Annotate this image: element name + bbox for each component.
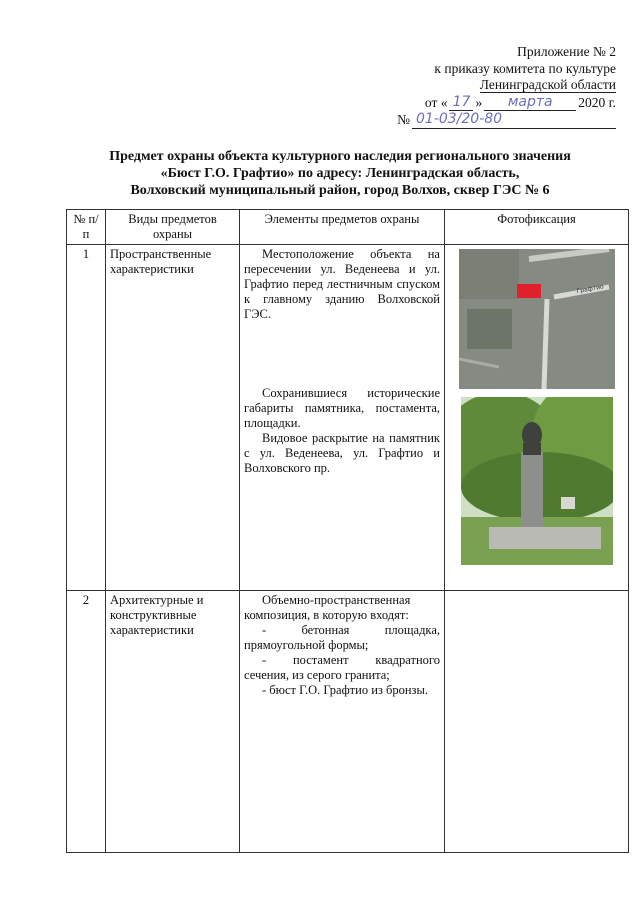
header-line-appendix: Приложение № 2 bbox=[517, 44, 616, 59]
number-prefix: № bbox=[397, 112, 410, 127]
row1-element-location: Местоположение объекта на пересечении ул. Веденеева и ул. Графтио перед лестничным спуском к главному зданию Волховской ГЭС. bbox=[244, 247, 440, 321]
row2-element-composition: Объемно-пространственная композиция, в которую входят: bbox=[244, 593, 411, 622]
date-year: 2020 г. bbox=[578, 94, 616, 110]
aerial-map-image bbox=[459, 249, 615, 389]
row1-photos bbox=[445, 245, 629, 591]
object-marker bbox=[517, 284, 541, 298]
date-prefix: от « bbox=[424, 94, 448, 110]
table-header-row bbox=[67, 210, 629, 245]
row2-element-platform: - бетонная площадка, прямоугольной формы; bbox=[244, 623, 440, 652]
title-line-1: Предмет охраны объекта культурного наследия регионального значения bbox=[109, 149, 571, 164]
date-month: марта bbox=[484, 94, 576, 112]
title-line-3: Волховский муниципальный район, город Волхов, сквер ГЭС № 6 bbox=[130, 183, 550, 198]
monument-photo bbox=[461, 397, 613, 565]
date-mid: » bbox=[475, 94, 483, 110]
row2-num: 2 bbox=[67, 591, 106, 853]
map-street-label: Графтио bbox=[575, 283, 604, 295]
date-day: 17 bbox=[449, 94, 473, 112]
header-photo: Фотофиксация bbox=[445, 210, 629, 245]
row2-photos bbox=[445, 591, 629, 853]
header-line-region: Ленинградской области bbox=[479, 77, 616, 92]
protection-table bbox=[66, 209, 629, 853]
row2-element-pedestal: - постамент квадратного сечения, из серого гранита; bbox=[244, 653, 440, 682]
header-block bbox=[376, 44, 616, 129]
row1-kind: Пространственные характеристики bbox=[106, 245, 240, 591]
header-date bbox=[376, 94, 616, 112]
document-title bbox=[60, 148, 620, 199]
header-kind: Виды предметов охраны bbox=[106, 210, 240, 245]
header-number bbox=[376, 111, 616, 129]
row1-element-dimensions: Сохранившиеся исторические габариты памятника, постамента, площадки. bbox=[244, 386, 440, 430]
row2-elements bbox=[240, 591, 445, 853]
row1-num: 1 bbox=[67, 245, 106, 591]
row2-element-bust: - бюст Г.О. Графтио из бронзы. bbox=[262, 683, 428, 697]
row1-elements bbox=[240, 245, 445, 591]
header-elements: Элементы предметов охраны bbox=[240, 210, 445, 245]
row1-element-view: Видовое раскрытие на памятник с ул. Веденеева, ул. Графтио и Волховского пр. bbox=[244, 431, 440, 475]
title-line-2: «Бюст Г.О. Графтио» по адресу: Ленинградская область, bbox=[160, 166, 520, 181]
header-line-order: к приказу комитета по культуре bbox=[434, 60, 616, 76]
row2-kind: Архитектурные и конструктивные характеристики bbox=[106, 591, 240, 853]
number-value: 01-03/20-80 bbox=[412, 111, 616, 129]
map-graphic bbox=[459, 249, 615, 389]
table-row bbox=[67, 245, 629, 591]
header-num: № п/п bbox=[67, 210, 106, 245]
photo-graphic bbox=[461, 397, 613, 565]
table-row bbox=[67, 591, 629, 853]
